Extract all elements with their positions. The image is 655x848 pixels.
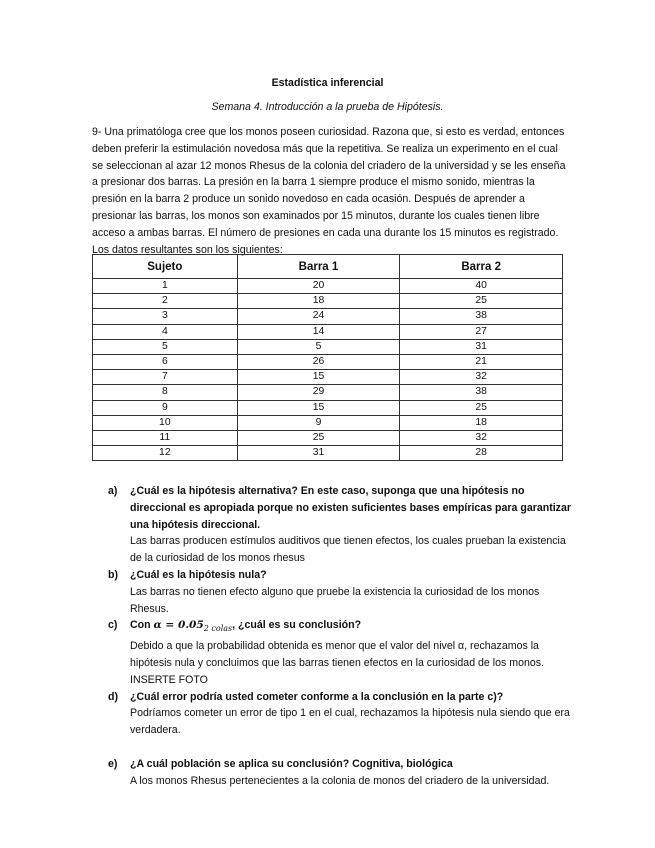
table-row — [93, 430, 563, 445]
table-row — [93, 370, 563, 385]
insert-photo-note: INSERTE FOTO — [130, 673, 208, 686]
question-text: ¿Cuál es la hipótesis nula? — [130, 568, 267, 581]
question-label: e) — [108, 758, 118, 771]
table-cell: 31 — [237, 446, 400, 461]
table-cell: 2 — [93, 294, 238, 309]
answer-text: Las barras producen estímulos auditivos que tienen efectos, los cuales prueban la existencia de la curiosidad de los monos rhesus — [130, 535, 566, 565]
question-text: ¿Cuál es la hipótesis alternativa? En este caso, suponga que una hipótesis no direccional es apropiada porque no existen suficientes bases empíricas para garantizar una hipótesis direccional. — [130, 485, 571, 531]
answer-text: A los monos Rhesus pertenecientes a la colonia de monos del criadero de la universidad. — [130, 774, 550, 787]
table-row — [93, 415, 563, 430]
column-header: Barra 1 — [237, 255, 400, 279]
table-row — [93, 354, 563, 369]
table-cell: 8 — [93, 385, 238, 400]
problem-statement: 9- Una primatóloga cree que los monos poseen curiosidad. Razona que, si esto es verdad, entonces deben preferir la estimulación novedosa más que la repetitiva. Se realiza un experimento en el cual se seleccionan al azar 12 monos Rhesus de la colonia del criadero de la universidad y se les enseña a presionar dos barras. La presión en la barra 1 siempre produce el mismo sonido, mientras la presión en la barra 2 produce un sonido novedoso en cada ocasión. Después de aprender a presionar las barras, los monos son examinados por 15 minutos, durante los cuales tienen libre acceso a ambas barras. El número de presiones en cada una durante los 15 minutos es registrado. Los datos resultantes son los siguientes: — [92, 126, 566, 256]
table-header-row — [93, 255, 563, 279]
table-cell: 28 — [400, 446, 563, 461]
table-cell: 18 — [400, 415, 563, 430]
table-cell: 24 — [237, 309, 400, 324]
table-cell: 15 — [237, 370, 400, 385]
table-cell: 18 — [237, 294, 400, 309]
table-row — [93, 446, 563, 461]
table-row — [93, 309, 563, 324]
document-title: Estadística inferencial — [271, 77, 384, 89]
table-cell: 31 — [400, 339, 563, 354]
data-table — [92, 254, 563, 461]
answer-text: Podríamos cometer un error de tipo 1 en el cual, rechazamos la hipótesis nula siendo que era verdadera. — [130, 707, 570, 737]
question-text: ¿A cuál población se aplica su conclusión? Cognitiva, biológica — [130, 758, 453, 771]
alpha-subscript: 2 colas — [203, 624, 233, 634]
table-cell: 5 — [93, 339, 238, 354]
question-e — [108, 756, 578, 790]
table-cell: 21 — [400, 354, 563, 369]
table-cell: 6 — [93, 354, 238, 369]
question-text — [130, 617, 578, 638]
table-cell: 4 — [93, 324, 238, 339]
column-header: Sujeto — [93, 255, 238, 279]
table-cell: 32 — [400, 430, 563, 445]
table-cell: 9 — [93, 400, 238, 415]
table-cell: 38 — [400, 385, 563, 400]
question-b — [108, 567, 578, 617]
questions-list — [108, 483, 578, 790]
table-cell: 14 — [237, 324, 400, 339]
question-label: c) — [108, 619, 118, 632]
table-row — [93, 279, 563, 294]
table-cell: 32 — [400, 370, 563, 385]
table-row — [93, 294, 563, 309]
table-cell: 3 — [93, 309, 238, 324]
table-cell: 15 — [237, 400, 400, 415]
table-cell: 29 — [237, 385, 400, 400]
table-row — [93, 339, 563, 354]
question-d — [108, 689, 578, 739]
table-cell: 5 — [237, 339, 400, 354]
document-subtitle: Semana 4. Introducción a la prueba de Hipótesis. — [211, 101, 444, 113]
table-row — [93, 400, 563, 415]
table-cell: 12 — [93, 446, 238, 461]
question-c — [108, 617, 578, 688]
question-label: b) — [108, 568, 118, 581]
question-label: d) — [108, 690, 118, 703]
table-cell: 20 — [237, 279, 400, 294]
table-cell: 25 — [400, 294, 563, 309]
table-cell: 25 — [237, 430, 400, 445]
question-text: ¿Cuál error podría usted cometer conforme a la conclusión en la parte c)? — [130, 690, 504, 703]
table-cell: 27 — [400, 324, 563, 339]
table-cell: 7 — [93, 370, 238, 385]
answer-text: Las barras no tienen efecto alguno que pruebe la existencia la curiosidad de los monos Rhesus. — [130, 585, 540, 615]
table-cell: 26 — [237, 354, 400, 369]
table-row — [93, 385, 563, 400]
table-cell: 25 — [400, 400, 563, 415]
question-label: a) — [108, 485, 118, 497]
table-cell: 11 — [93, 430, 238, 445]
table-cell: 10 — [93, 415, 238, 430]
table-cell: 40 — [400, 279, 563, 294]
alpha-formula: α = 0.05 — [153, 619, 204, 632]
question-text-pre: Con — [130, 619, 154, 632]
table-cell: 1 — [93, 279, 238, 294]
table-cell: 9 — [237, 415, 400, 430]
table-cell: 38 — [400, 309, 563, 324]
answer-text: Debido a que la probabilidad obtenida es menor que el valor del nivel α, rechazamos la hipótesis nula y concluimos que las barras tienen efectos en la curiosidad de los monos. — [130, 640, 544, 670]
column-header: Barra 2 — [400, 255, 563, 279]
table-row — [93, 324, 563, 339]
question-a — [108, 483, 578, 567]
question-text-post: , ¿cuál es su conclusión? — [232, 619, 362, 632]
